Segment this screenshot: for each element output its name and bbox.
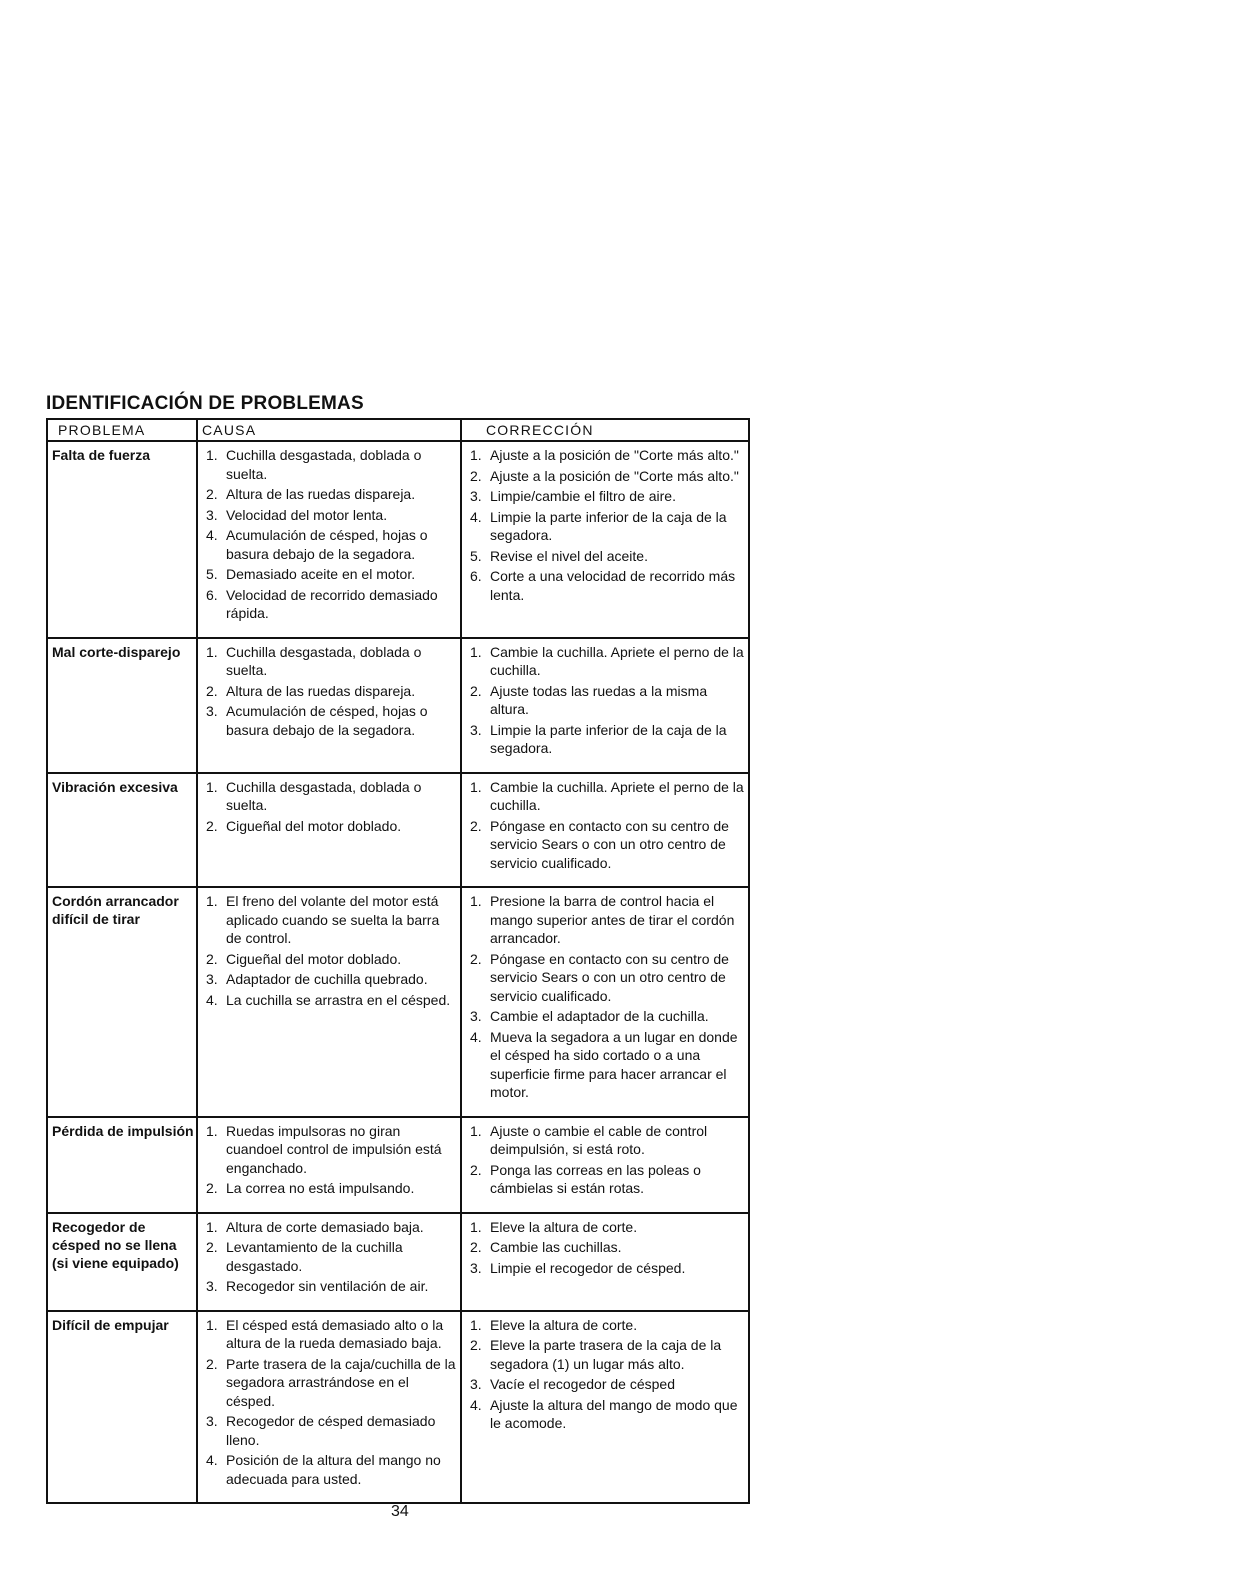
cause-list: [202, 1122, 458, 1198]
list-item: [466, 817, 746, 873]
cause-cell: [197, 638, 461, 773]
table-row: [47, 638, 749, 773]
item-text: Adaptador de cuchilla quebrado.: [226, 971, 428, 987]
item-text: Levantamiento de la cuchilla desgastado.: [226, 1239, 403, 1274]
list-item: [466, 1375, 746, 1394]
list-item: [202, 506, 458, 525]
item-number: 2.: [206, 682, 218, 699]
header-problem: PROBLEMA: [47, 419, 197, 441]
item-text: Limpie la parte inferior de la caja de la segadora.: [490, 508, 727, 543]
cause-list: [202, 643, 458, 740]
item-text: Revise el nivel del aceite.: [490, 547, 648, 564]
item-text: Altura de las ruedas dispareja.: [226, 486, 416, 502]
list-item: [466, 1396, 746, 1433]
problem-cell: Falta de fuerza: [47, 441, 197, 638]
list-item: [466, 1007, 746, 1026]
troubleshooting-table: [46, 418, 750, 1504]
correction-cell: [461, 638, 749, 773]
item-text: Mueva la segadora a un lugar en donde el césped ha sido cortado o a una superficie firme para hacer arrancar el motor.: [490, 1028, 738, 1100]
item-number: 3.: [206, 1413, 218, 1429]
list-item: [466, 1259, 746, 1278]
list-item: [202, 1277, 458, 1296]
problem-cell: Cordón arrancador difícil de tirar: [47, 887, 197, 1117]
item-text: El césped está demasiado alto o la altura de la rueda demasiado baja.: [226, 1316, 444, 1351]
list-item: [466, 487, 746, 506]
correction-list: [466, 1218, 746, 1278]
list-item: [466, 950, 746, 1006]
item-text: Vacíe el recogedor de césped: [490, 1376, 675, 1392]
page-title: IDENTIFICACIÓN DE PROBLEMAS: [46, 393, 364, 414]
item-number: 2.: [206, 950, 218, 967]
problem-cell: Mal corte-disparejo: [47, 638, 197, 773]
header-cause: CAUSA: [197, 419, 461, 441]
item-text: Recogedor sin ventilación de air.: [226, 1278, 429, 1294]
item-number: 1.: [470, 1218, 482, 1235]
item-text: Cambie la cuchilla. Apriete el perno de la cuchilla.: [490, 778, 744, 813]
item-number: 1.: [470, 447, 482, 463]
list-item: [202, 702, 458, 739]
list-item: [202, 1355, 458, 1411]
item-number: 2.: [206, 1355, 218, 1372]
item-text: Cuchilla desgastada, doblada o suelta.: [226, 643, 422, 678]
item-number: 6.: [206, 586, 218, 603]
correction-cell: [461, 441, 749, 638]
item-number: 3.: [470, 721, 482, 738]
list-item: [466, 721, 746, 758]
list-item: [202, 643, 458, 680]
item-text: Póngase en contacto con su centro de servicio Sears o con un otro centro de servicio cualificado.: [490, 950, 729, 1004]
list-item: [202, 970, 458, 989]
table-row: [47, 773, 749, 888]
list-item: [202, 1122, 458, 1178]
item-number: 4.: [206, 527, 218, 543]
list-item: [466, 892, 746, 948]
item-text: Acumulación de césped, hojas o basura debajo de la segadora.: [226, 527, 428, 562]
list-item: [466, 1028, 746, 1102]
item-text: Parte trasera de la caja/cuchilla de la segadora arrastrándose en el césped.: [226, 1355, 456, 1409]
list-item: [202, 485, 458, 504]
item-text: Limpie la parte inferior de la caja de la segadora.: [490, 721, 727, 756]
cause-cell: [197, 1213, 461, 1311]
item-text: Cambie el adaptador de la cuchilla.: [490, 1008, 709, 1024]
item-number: 2.: [470, 950, 482, 967]
cause-cell: [197, 887, 461, 1117]
item-text: Ruedas impulsoras no giran cuandoel control de impulsión está enganchado.: [226, 1122, 442, 1176]
correction-list: [466, 643, 746, 758]
correction-list: [466, 778, 746, 873]
item-number: 1.: [206, 1316, 218, 1333]
item-number: 1.: [470, 893, 482, 909]
item-number: 2.: [470, 1337, 482, 1353]
item-text: Póngase en contacto con su centro de servicio Sears o con un otro centro de servicio cualificado.: [490, 817, 729, 871]
list-item: [466, 1218, 746, 1237]
item-text: Velocidad del motor lenta.: [226, 506, 388, 523]
item-number: 5.: [206, 566, 218, 582]
list-item: [202, 817, 458, 836]
list-item: [202, 1412, 458, 1449]
cause-cell: [197, 773, 461, 888]
item-text: Limpie el recogedor de césped.: [490, 1259, 686, 1276]
item-number: 3.: [470, 1376, 482, 1392]
item-number: 2.: [470, 682, 482, 699]
item-number: 1.: [206, 893, 218, 909]
item-text: La correa no está impulsando.: [226, 1180, 415, 1196]
item-text: Recogedor de césped demasiado lleno.: [226, 1413, 436, 1448]
item-number: 1.: [206, 1122, 218, 1139]
header-row: [47, 419, 749, 441]
item-text: Cuchilla desgastada, doblada o suelta.: [226, 778, 422, 813]
list-item: [466, 547, 746, 566]
item-text: Ajuste la altura del mango de modo que le acomode.: [490, 1396, 738, 1431]
list-item: [202, 892, 458, 948]
item-number: 3.: [206, 1278, 218, 1294]
correction-list: [466, 1316, 746, 1433]
item-number: 1.: [470, 778, 482, 795]
page-number: 34: [391, 1503, 409, 1520]
item-text: Altura de corte demasiado baja.: [226, 1218, 424, 1235]
item-text: Limpie/cambie el filtro de aire.: [490, 488, 676, 504]
item-number: 1.: [206, 447, 218, 463]
item-number: 1.: [206, 778, 218, 795]
table-body: [47, 441, 749, 1503]
item-number: 2.: [470, 467, 482, 484]
item-text: Corte a una velocidad de recorrido más lenta.: [490, 568, 736, 603]
item-number: 2.: [470, 1161, 482, 1178]
item-number: 1.: [470, 1122, 482, 1139]
list-item: [202, 682, 458, 701]
list-item: [202, 1238, 458, 1275]
item-number: 3.: [470, 488, 482, 504]
correction-cell: [461, 1311, 749, 1504]
list-item: [202, 526, 458, 563]
list-item: [466, 1161, 746, 1198]
item-number: 4.: [206, 991, 218, 1008]
table-row: [47, 1117, 749, 1213]
item-text: Altura de las ruedas dispareja.: [226, 682, 416, 699]
item-number: 4.: [470, 508, 482, 525]
table-row: [47, 1311, 749, 1504]
item-text: Cambie la cuchilla. Apriete el perno de la cuchilla.: [490, 643, 744, 678]
list-item: [466, 508, 746, 545]
problem-cell: Recogedor de césped no se llena (si viene equipado): [47, 1213, 197, 1311]
list-item: [466, 778, 746, 815]
item-text: Ajuste a la posición de "Corte más alto.": [490, 447, 739, 463]
item-number: 2.: [470, 1239, 482, 1255]
item-text: Ajuste todas las ruedas a la misma altura.: [490, 682, 708, 717]
item-text: Cigueñal del motor doblado.: [226, 950, 402, 967]
header-correction: CORRECCIÓN: [461, 419, 749, 441]
item-text: Ajuste a la posición de "Corte más alto.": [490, 467, 739, 484]
table-row: [47, 1213, 749, 1311]
item-number: 4.: [470, 1396, 482, 1413]
problem-cell: Vibración excesiva: [47, 773, 197, 888]
item-number: 4.: [470, 1028, 482, 1045]
item-number: 3.: [206, 506, 218, 523]
item-number: 1.: [206, 1218, 218, 1235]
item-text: Eleve la altura de corte.: [490, 1218, 638, 1235]
list-item: [202, 446, 458, 483]
item-text: Velocidad de recorrido demasiado rápida.: [226, 586, 438, 621]
item-text: Cambie las cuchillas.: [490, 1239, 622, 1255]
item-number: 1.: [470, 643, 482, 660]
item-text: La cuchilla se arrastra en el césped.: [226, 991, 451, 1008]
cause-cell: [197, 1117, 461, 1213]
list-item: [202, 586, 458, 623]
item-number: 3.: [470, 1259, 482, 1276]
item-text: Acumulación de césped, hojas o basura debajo de la segadora.: [226, 703, 428, 738]
item-text: Cigueñal del motor doblado.: [226, 817, 402, 834]
item-text: Ponga las correas en las poleas o cámbielas si están rotas.: [490, 1161, 701, 1196]
item-text: Ajuste o cambie el cable de control deimpulsión, si está roto.: [490, 1122, 708, 1157]
item-number: 2.: [206, 1180, 218, 1196]
item-number: 2.: [206, 1239, 218, 1255]
item-text: Demasiado aceite en el motor.: [226, 566, 416, 582]
table-row: [47, 441, 749, 638]
correction-list: [466, 892, 746, 1102]
list-item: [202, 1179, 458, 1198]
cause-list: [202, 1316, 458, 1489]
list-item: [202, 1316, 458, 1353]
correction-cell: [461, 887, 749, 1117]
list-item: [202, 1451, 458, 1488]
correction-cell: [461, 773, 749, 888]
list-item: [466, 643, 746, 680]
problem-cell: Pérdida de impulsión: [47, 1117, 197, 1213]
item-number: 6.: [470, 568, 482, 584]
list-item: [202, 565, 458, 584]
item-number: 4.: [206, 1452, 218, 1468]
correction-list: [466, 446, 746, 604]
item-number: 3.: [206, 971, 218, 987]
list-item: [202, 950, 458, 969]
list-item: [202, 991, 458, 1010]
list-item: [466, 682, 746, 719]
item-number: 2.: [470, 817, 482, 834]
item-text: Presione la barra de control hacia el mango superior antes de tirar el cordón arrancador.: [490, 893, 735, 946]
item-number: 1.: [470, 1316, 482, 1333]
list-item: [466, 1122, 746, 1159]
table-row: [47, 887, 749, 1117]
item-number: 3.: [206, 703, 218, 719]
item-number: 2.: [206, 486, 218, 502]
list-item: [202, 1218, 458, 1237]
item-text: El freno del volante del motor está aplicado cuando se suelta la barra de control.: [226, 893, 440, 946]
cause-cell: [197, 1311, 461, 1504]
list-item: [466, 1336, 746, 1373]
item-text: Eleve la altura de corte.: [490, 1316, 638, 1333]
list-item: [466, 446, 746, 465]
list-item: [466, 1238, 746, 1257]
item-number: 2.: [206, 817, 218, 834]
item-number: 3.: [470, 1008, 482, 1024]
item-text: Cuchilla desgastada, doblada o suelta.: [226, 447, 422, 482]
list-item: [466, 567, 746, 604]
cause-list: [202, 1218, 458, 1296]
problem-cell: Difícil de empujar: [47, 1311, 197, 1504]
list-item: [466, 467, 746, 486]
item-number: 5.: [470, 547, 482, 564]
cause-list: [202, 446, 458, 623]
cause-list: [202, 892, 458, 1009]
item-number: 1.: [206, 643, 218, 660]
correction-list: [466, 1122, 746, 1198]
correction-cell: [461, 1213, 749, 1311]
list-item: [466, 1316, 746, 1335]
cause-cell: [197, 441, 461, 638]
cause-list: [202, 778, 458, 836]
correction-cell: [461, 1117, 749, 1213]
item-text: Eleve la parte trasera de la caja de la segadora (1) un lugar más alto.: [490, 1337, 722, 1372]
item-text: Posición de la altura del mango no adecuada para usted.: [226, 1452, 441, 1487]
list-item: [202, 778, 458, 815]
